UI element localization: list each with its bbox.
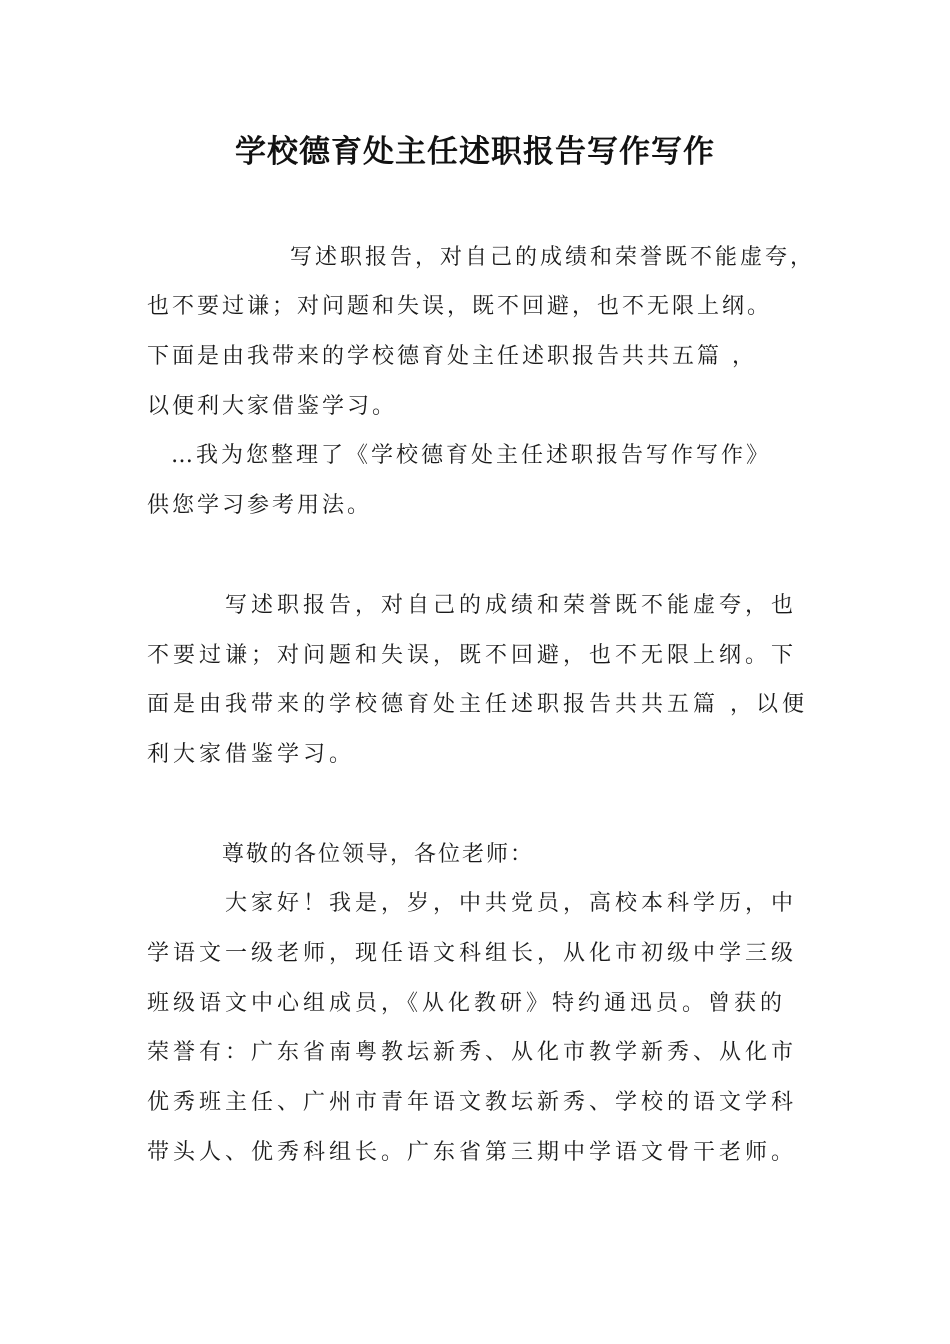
paragraph-line: 以便利大家借鉴学习。 <box>147 394 398 419</box>
paragraph-line: 学语文一级老师，现任语文科组长，从化市初级中学三级 <box>147 941 798 966</box>
paragraph-line: 利大家借鉴学习。 <box>147 742 356 767</box>
paragraph-line: 也不要过谦；对问题和失误，既不回避，也不无限上纲。 <box>147 294 773 319</box>
paragraph-line: 优秀班主任、广州市青年语文教坛新秀、学校的语文学科 <box>147 1090 798 1115</box>
paragraph-line: 下面是由我带来的学校德育处主任述职报告共共五篇 ， <box>147 344 757 369</box>
document-title: 学校德育处主任述职报告写作写作 <box>235 134 715 170</box>
paragraph-line: 班级语文中心组成员，《从化教研》特约通迅员。曾获的 <box>147 991 787 1016</box>
paragraph-line: 写述职报告，对自己的成绩和荣誉既不能虚夸，也 <box>225 593 798 618</box>
paragraph-line: 不要过谦；对问题和失误，既不回避，也不无限上纲。下 <box>147 643 798 668</box>
salutation-line: 尊敬的各位领导，各位老师： <box>222 842 535 867</box>
paragraph-line: 写述职报告，对自己的成绩和荣誉既不能虚夸， <box>290 245 816 270</box>
paragraph-line: 面是由我带来的学校德育处主任述职报告共共五篇 ，以便 <box>147 692 808 717</box>
paragraph-line: 带头人、优秀科组长。广东省第三期中学语文骨干老师。 <box>147 1140 798 1165</box>
paragraph-line: 供您学习参考用法。 <box>147 493 373 518</box>
paragraph-line: 荣誉有：广东省南粤教坛新秀、从化市教学新秀、从化市 <box>147 1040 798 1065</box>
paragraph-line: 大家好！我是，岁，中共党员，高校本科学历，中 <box>225 891 798 916</box>
paragraph-line: …我为您整理了《学校德育处主任述职报告写作写作》 <box>171 443 772 468</box>
